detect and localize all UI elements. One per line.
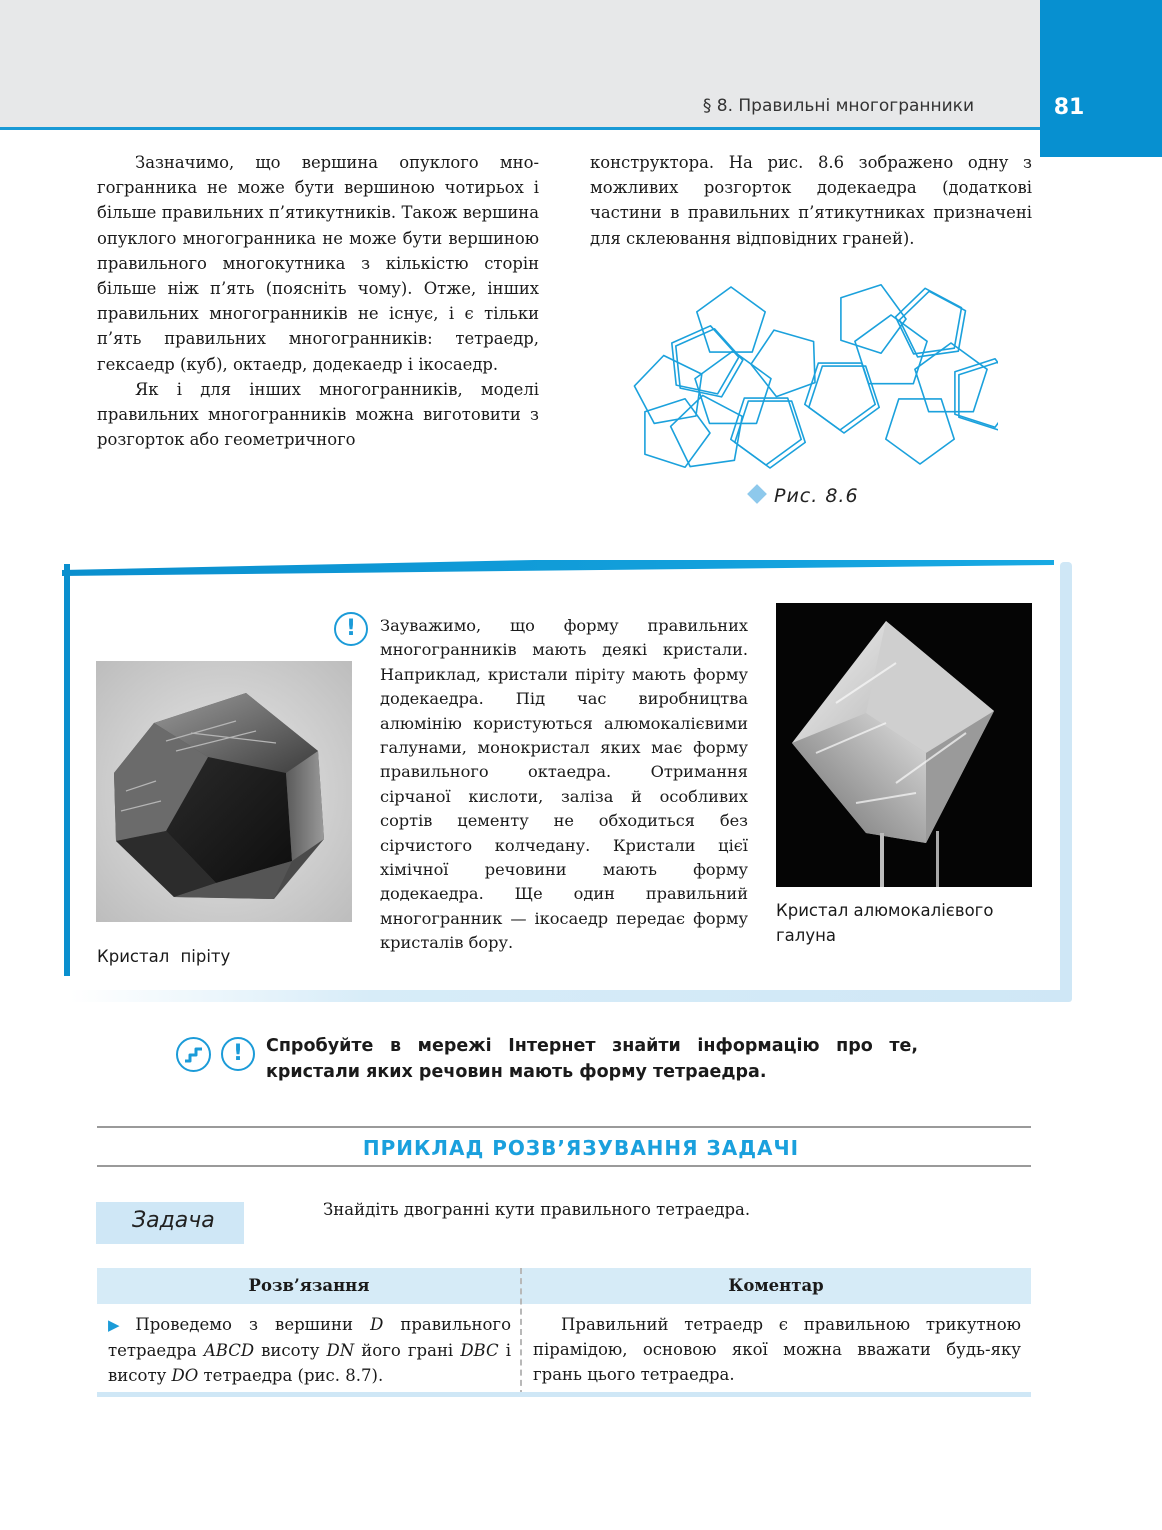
page-number-tab — [1040, 0, 1162, 157]
dodecahedron-net-figure — [628, 283, 998, 473]
exclamation-icon: ! — [221, 1037, 255, 1071]
pyrite-photo-caption: Кристал піріту — [97, 947, 231, 966]
solution-text: тетраедра (рис. 8.7). — [198, 1366, 384, 1386]
net-pentagon — [731, 398, 801, 465]
table-bottom-rule — [97, 1392, 1031, 1397]
page-number: 81 — [1053, 95, 1085, 120]
exclamation-icon: ! — [334, 612, 368, 646]
net-tab — [735, 401, 805, 468]
net-pentagon — [886, 399, 954, 464]
math-var: DBC — [460, 1341, 499, 1361]
math-var: ABCD — [203, 1341, 255, 1361]
net-pentagon — [671, 395, 743, 466]
net-pentagon — [695, 351, 771, 423]
comment-text: Правильний тетраедр є правильною трикутною пірамідою, основою якої можна вважати будь-яку грань цього тетраедра. — [533, 1315, 1021, 1385]
comment-header: Коментар — [728, 1276, 824, 1295]
math-var: DO — [171, 1366, 199, 1386]
section-rule-bottom — [97, 1165, 1031, 1167]
task-label-box — [96, 1202, 244, 1244]
solution-text: і висоту — [108, 1341, 511, 1386]
paragraph: конструктора. На рис. 8.6 зображено одну з можливих розгорток додекаедра (додаткові частини в правильних п’ятикутниках призначені для склеювання відповідних граней). — [590, 153, 1032, 248]
math-var: D — [370, 1315, 384, 1334]
figure-caption-text: Рис. 8.6 — [774, 485, 859, 507]
solution-text: Проведемо з вершини — [135, 1315, 371, 1334]
running-head: § 8. Правильні многогранники — [702, 96, 974, 116]
net-pentagon — [915, 343, 987, 412]
solution-text: висоту — [254, 1341, 327, 1361]
pyrite-crystal-photo — [96, 661, 352, 922]
left-column — [97, 150, 539, 452]
task-text: Знайдіть двогранні кути правильного тетраедра. — [323, 1200, 751, 1219]
solution-header: Розв’язання — [248, 1276, 370, 1295]
solution-text: його грані — [354, 1341, 461, 1361]
solution-cell — [108, 1312, 511, 1389]
net-pentagon — [697, 287, 765, 352]
diamond-marker-icon — [747, 484, 767, 504]
net-tab — [809, 366, 879, 433]
paragraph: Зазначимо, що вершина опуклого многогранника не може бути вершиною чотирьох і більше правильних п’ятикутників. Також вершина опуклого многогранника не може бути вершиною правильного многокутника з кількістю сторін більше ніж п’ять (поясніть чому). Отже, інших правильних многогранників не існує, і є тільки п’ять правильних многогранників: тетраедр, гексаедр (куб), октаедр, додекаедр і ікосаедр. — [97, 153, 539, 374]
section-rule-top — [97, 1126, 1031, 1128]
solution-text: правильного тетраедра — [108, 1315, 511, 1361]
net-pentagon — [645, 399, 710, 467]
web-icon — [176, 1037, 211, 1072]
figure-caption — [750, 485, 859, 507]
alum-photo-caption: Кристал алюмокалієвого галуна — [776, 901, 994, 945]
paragraph: Як і для інших многогранників, моделі правильних многогранників можна виготовити з розгорток або геометричного — [97, 379, 539, 450]
math-var: DN — [326, 1341, 355, 1361]
triangle-marker-icon: ▶ — [108, 1316, 132, 1334]
right-column — [590, 150, 1032, 251]
task-label: Задача — [132, 1208, 215, 1233]
table-divider — [520, 1268, 522, 1396]
example-title: ПРИКЛАД РОЗВ’ЯЗУВАННЯ ЗАДАЧІ — [362, 1136, 800, 1160]
comment-cell — [533, 1312, 1021, 1388]
internet-task-text: Спробуйте в мережі Інтернет знайти інформацію про те, кристали яких речовин мають форму тетраедра. — [266, 1036, 918, 1082]
note-text: Зауважимо, що форму правильних многогранників мають деякі кристали. Наприклад, кристали піріту мають форму додекаедра. Під час виробництва алюмінію користуються алюмокалієвими галунами, монокристал яких має форму правильного октаедра. Отримання сірчаної кислоти, заліза й особливих сортів цементу не обходиться без сірчистого колчедану. Кристали цієї хімічної речовини мають форму додекаедра. Ще один правильний многогранник — ікосаедр передає форму кристалів бору. — [380, 616, 748, 953]
header-rule — [0, 127, 1040, 130]
alum-crystal-photo — [776, 603, 1032, 887]
net-pentagon — [751, 330, 815, 397]
